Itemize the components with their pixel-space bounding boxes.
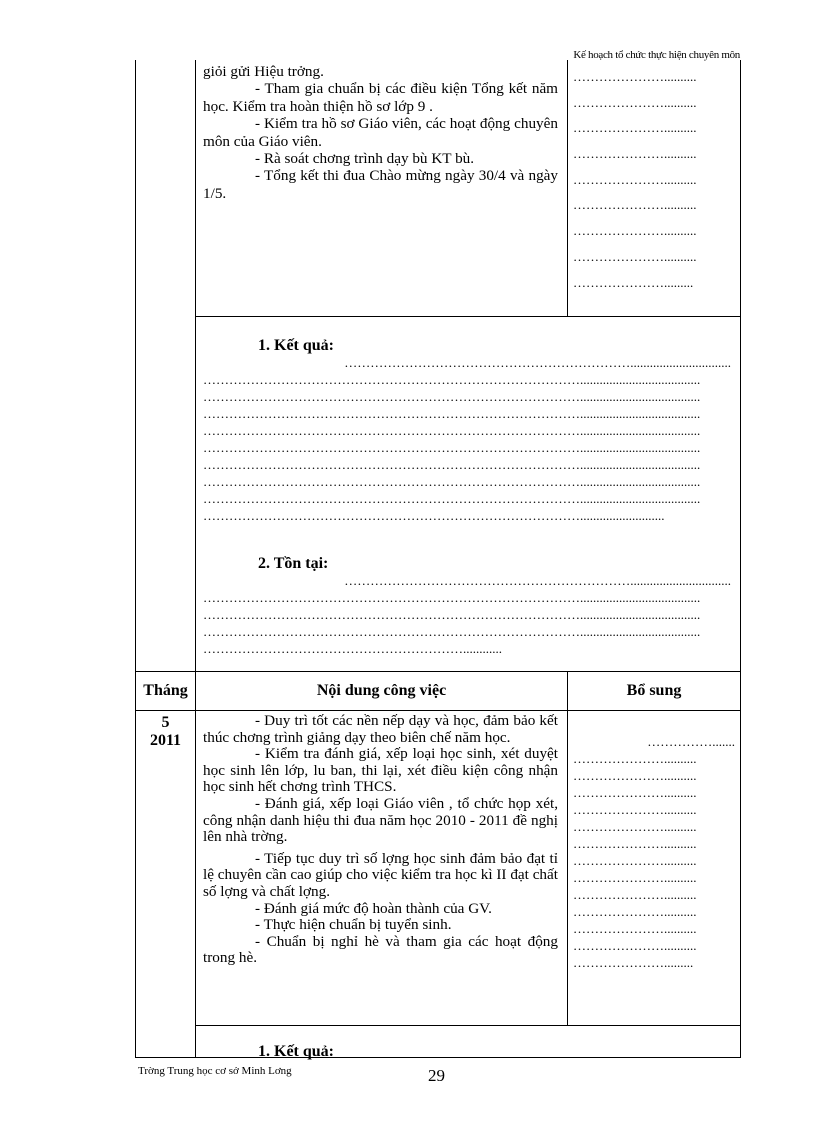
row-divider: [195, 316, 741, 317]
supplement-dotted-line: …………………..........: [573, 146, 697, 162]
supplement-dotted-line: …………………..........: [573, 887, 697, 902]
task-paragraph: - Đánh giá mức độ hoàn thành của GV.: [255, 899, 492, 917]
result-dotted-line: …………………………………………………………………………….....................................: [203, 389, 701, 404]
page-number: 29: [428, 1066, 445, 1085]
task-paragraph: - Kiểm tra hồ sơ Giáo viên, các hoạt động chuyên môn của Giáo viên.: [203, 115, 558, 150]
result-dotted-line: …………………………………………………………………………….....................................: [203, 406, 701, 421]
column-divider-supplement-bottom: [567, 710, 568, 1025]
may-supplement-column: [573, 733, 735, 971]
task-paragraph: - Duy trì tốt các nền nếp dạy và học, đảm bảo kết thúc chơng trình giảng dạy theo biên chế năm học.: [203, 712, 558, 746]
result-dotted-line: …………………………………………………………...............................: [344, 355, 731, 370]
result-dotted-line: …………………………………………………………………………….....................................: [203, 491, 701, 506]
column-header-content: Nội dung công việc: [316, 682, 447, 699]
supplement-dotted-line: …………………..........: [573, 69, 697, 84]
supplement-dotted-line: …………………..........: [573, 120, 697, 136]
table-bottom-border: [135, 1057, 741, 1058]
may-task-content: [203, 713, 558, 967]
row-divider: [135, 710, 741, 711]
supplement-dotted-line: …………………..........: [573, 751, 697, 766]
april-result-lines: [203, 354, 731, 524]
column-header-month: Tháng: [143, 682, 188, 699]
may-result-heading: 1. Kết quả:: [258, 1043, 334, 1060]
supplement-dotted-line: …………………..........: [573, 223, 697, 239]
issue-dotted-line: ……………………………………………………............: [203, 641, 502, 656]
issue-dotted-line: …………………………………………………………………………….....................................: [203, 624, 701, 639]
task-paragraph: - Thực hiện chuẩn bị tuyển sinh.: [255, 916, 452, 934]
row-divider: [135, 671, 741, 672]
table-left-border: [135, 60, 136, 1058]
april-supplement-column: [573, 64, 735, 295]
issue-dotted-line: …………………………………………………………………………….....................................: [203, 590, 701, 605]
supplement-dotted-line: …………………..........: [573, 248, 697, 264]
supplement-dotted-line: …………………..........: [573, 768, 697, 783]
column-divider-supplement-top: [567, 60, 568, 317]
supplement-dotted-line: …………………..........: [573, 938, 697, 953]
result-dotted-line: ……………………………………………………………………………..........................: [203, 508, 665, 523]
supplement-dotted-line: …………………..........: [573, 802, 697, 817]
april-result-heading: 1. Kết quả:: [258, 337, 334, 354]
month-number: 5: [161, 714, 170, 731]
task-paragraph: - Tiếp tục duy trì số lợng học sinh đảm bảo đạt tỉ lệ chuyên cần cao giúp cho việc kiểm tra học kì II đạt chất số lợng và chất lợng.: [203, 849, 558, 900]
task-paragraph: - Chuẩn bị nghỉ hè và tham gia các hoạt động trong hè.: [203, 932, 558, 967]
result-dotted-line: …………………………………………………………………………….....................................: [203, 372, 701, 387]
task-paragraph: - Đánh giá, xếp loại Giáo viên , tổ chức họp xét, công nhận danh hiệu thi đua năm học 2010 - 2011 đề nghị lên nhà trờng.: [203, 794, 558, 846]
supplement-dotted-line: ………………….........: [573, 274, 694, 290]
column-header-supplement: Bổ sung: [626, 682, 682, 699]
april-task-content: [203, 63, 558, 202]
supplement-dotted-line: …………………..........: [573, 197, 697, 213]
supplement-dotted-line: …………………..........: [573, 819, 697, 834]
table-right-border: [740, 60, 741, 1058]
supplement-dotted-line: …………………..........: [573, 904, 697, 919]
result-dotted-line: …………………………………………………………………………….....................................: [203, 440, 701, 455]
footer-school: Trờng Trung học cơ sở Minh Lơng: [138, 1065, 292, 1077]
supplement-dotted-line: …………………..........: [573, 785, 697, 800]
april-issue-heading: 2. Tồn tại:: [258, 555, 329, 572]
supplement-dotted-line: …………………..........: [573, 921, 697, 936]
result-dotted-line: …………………………………………………………………………….....................................: [203, 423, 701, 438]
result-dotted-line: …………………………………………………………………………….....................................: [203, 474, 701, 489]
month-year: 2011: [149, 732, 182, 749]
supplement-dotted-line: …………………..........: [573, 171, 697, 187]
supplement-dotted-line: …………………..........: [573, 94, 697, 110]
task-paragraph: - Kiểm tra đánh giá, xếp loại học sinh, xét duyệt học sinh lên lớp, lu ban, thi lại, xét điều kiện công nhận học sinh hết chơng trình THCS.: [203, 745, 558, 796]
task-paragraph: - Tổng kết thi đua Chào mừng ngày 30/4 và ngày 1/5.: [203, 167, 558, 202]
column-divider-month: [195, 60, 196, 1058]
row-divider: [195, 1025, 741, 1026]
supplement-dotted-line: ………………….........: [573, 955, 694, 970]
april-issue-lines: [203, 572, 731, 657]
page-header: Kế hoạch tổ chức thực hiện chuyên môn: [573, 49, 740, 61]
task-paragraph: giỏi gửi Hiệu trởng.: [203, 63, 324, 80]
supplement-dotted-line: …………………..........: [573, 853, 697, 868]
issue-dotted-line: …………………………………………………………...............................: [344, 573, 731, 588]
issue-dotted-line: …………………………………………………………………………….....................................: [203, 607, 701, 622]
task-paragraph: - Rà soát chơng trình dạy bù KT bù.: [255, 150, 475, 168]
supplement-dotted-line: …………….......: [647, 734, 735, 749]
task-paragraph: - Tham gia chuẩn bị các điều kiện Tổng kết năm học. Kiểm tra hoàn thiện hồ sơ lớp 9 .: [203, 80, 558, 115]
supplement-dotted-line: …………………..........: [573, 836, 697, 851]
supplement-dotted-line: …………………..........: [573, 870, 697, 885]
result-dotted-line: …………………………………………………………………………….....................................: [203, 457, 701, 472]
